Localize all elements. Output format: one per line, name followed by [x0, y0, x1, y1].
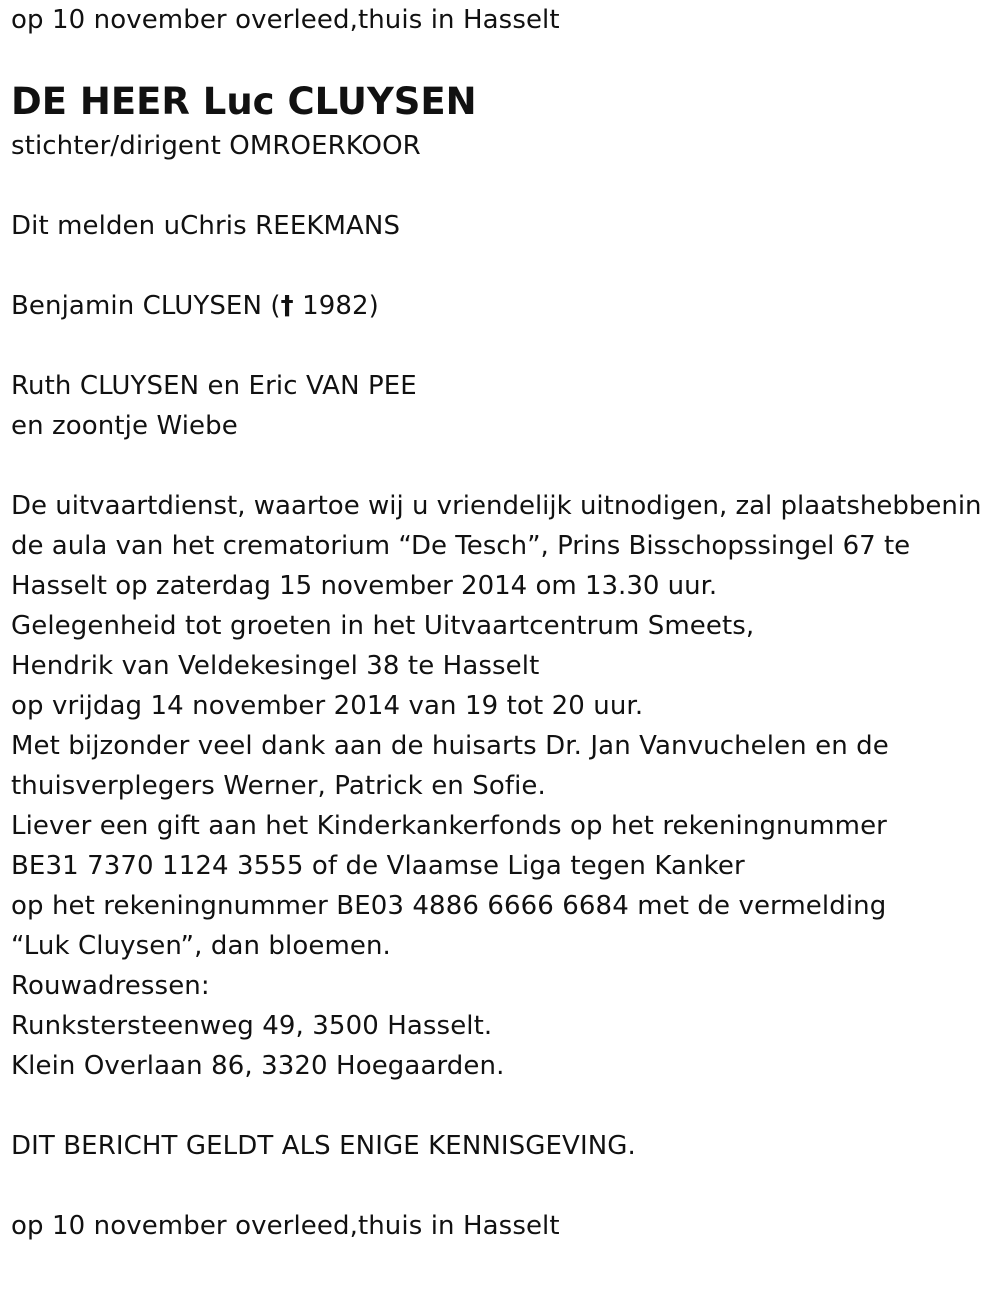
detail-line: Runkstersteenweg 49, 3500 Hasselt.	[11, 1011, 493, 1041]
detail-line: Gelegenheid tot groeten in het Uitvaartcentrum Smeets,	[11, 611, 755, 641]
family-son	[11, 286, 986, 326]
detail-line: “Luk Cluysen”, dan bloemen.	[11, 931, 391, 961]
deceased-name: DE HEER Luc CLUYSEN	[11, 80, 477, 123]
detail-line: Klein Overlaan 86, 3320 Hoegaarden.	[11, 1051, 505, 1081]
spacer	[11, 1166, 986, 1206]
son-name: Benjamin CLUYSEN (	[11, 291, 281, 321]
detail-line: op vrijdag 14 november 2014 van 19 tot 20 uur.	[11, 691, 644, 721]
spacer	[11, 1086, 986, 1126]
announced-by: Dit melden uChris REEKMANS	[11, 211, 401, 241]
detail-line: thuisverplegers Werner, Patrick en Sofie.	[11, 771, 546, 801]
detail-line: Liever een gift aan het Kinderkankerfonds op het rekeningnummer	[11, 811, 887, 841]
detail-line: op het rekeningnummer BE03 4886 6666 6684 met de vermelding	[11, 891, 887, 921]
cross-icon: †	[280, 291, 294, 321]
closing-line: op 10 november overleed,thuis in Hasselt	[11, 1211, 560, 1241]
opening-line: op 10 november overleed,thuis in Hasselt	[11, 5, 560, 35]
detail-line: BE31 7370 1124 3555 of de Vlaamse Liga tegen Kanker	[11, 851, 745, 881]
deceased-role: stichter/dirigent OMROERKOOR	[11, 131, 421, 161]
detail-line: Met bijzonder veel dank aan de huisarts Dr. Jan Vanvuchelen en de	[11, 731, 889, 761]
closing-statement: DIT BERICHT GELDT ALS ENIGE KENNISGEVING.	[11, 1131, 636, 1161]
detail-line: Hendrik van Veldekesingel 38 te Hasselt	[11, 651, 540, 681]
service-paragraph: De uitvaartdienst, waartoe wij u vriendelijk uitnodigen, zal plaatshebbenin de aula van het crematorium “De Tesch”, Prins Bisschopssingel 67 te Hasselt op zaterdag 15 november 2014 om 13.30 uur.	[11, 491, 982, 601]
son-year: 1982)	[293, 291, 379, 321]
spacer	[11, 326, 986, 366]
family-grandchild: en zoontje Wiebe	[11, 411, 238, 441]
spacer	[11, 446, 986, 486]
detail-line: Rouwadressen:	[11, 971, 210, 1001]
spacer	[11, 246, 986, 286]
family-daughter: Ruth CLUYSEN en Eric VAN PEE	[11, 371, 417, 401]
death-notice	[11, 0, 986, 1246]
spacer	[11, 166, 986, 206]
